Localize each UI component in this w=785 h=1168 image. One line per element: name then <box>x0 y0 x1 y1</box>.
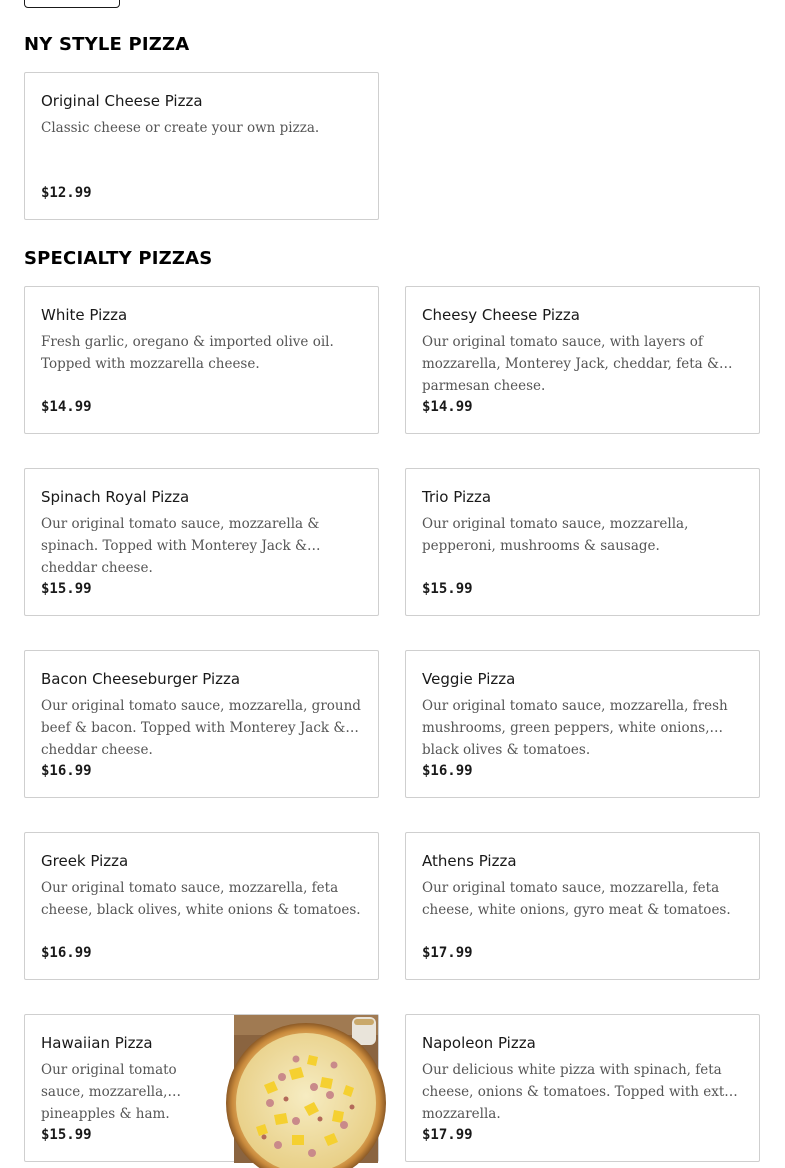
menu-item-card[interactable] <box>24 650 379 798</box>
menu-item-name: Spinach Royal Pizza <box>41 488 190 506</box>
menu-item-name: Cheesy Cheese Pizza <box>422 306 580 324</box>
menu-item-description: Our original tomato sauce, mozzarella, feta cheese, white onions, gyro meat & tomatoes. <box>422 880 731 918</box>
menu-item-description: Our original tomato sauce, mozzarella, ground beef & bacon. Topped with Monterey Jack & cheddar cheese. <box>41 698 361 758</box>
menu-item-price: $15.99 <box>422 581 473 597</box>
menu-item-price: $12.99 <box>41 185 92 201</box>
menu-item-description: Our original tomato sauce, with layers of mozzarella, Monterey Jack, cheddar, feta & parmesan cheese. <box>422 334 720 394</box>
menu-item-price: $15.99 <box>41 1127 92 1143</box>
menu-item-price: $14.99 <box>41 399 92 415</box>
menu-item-description: Our original tomato sauce, mozzarella, pineapples & ham. <box>41 1062 177 1122</box>
menu-item-photo <box>234 1015 378 1163</box>
menu-item-card[interactable] <box>405 832 760 980</box>
menu-item-card[interactable] <box>405 468 760 616</box>
section-title-specialty: SPECIALTY PIZZAS <box>24 248 213 269</box>
menu-item-description: Our original tomato sauce, mozzarella & spinach. Topped with Monterey Jack & cheddar cheese. <box>41 516 320 576</box>
menu-item-price: $15.99 <box>41 581 92 597</box>
menu-item-description: Classic cheese or create your own pizza. <box>41 120 320 136</box>
menu-item-price: $16.99 <box>41 945 92 961</box>
menu-item-name: Bacon Cheeseburger Pizza <box>41 670 241 688</box>
menu-item-name: White Pizza <box>41 306 128 324</box>
menu-item-description: Fresh garlic, oregano & imported olive oil. Topped with mozzarella cheese. <box>41 334 334 372</box>
menu-item-card[interactable] <box>405 1014 760 1162</box>
menu-item-name: Veggie Pizza <box>422 670 516 688</box>
menu-item-name: Athens Pizza <box>422 852 517 870</box>
menu-item-card[interactable] <box>24 1014 379 1162</box>
menu-item-card[interactable] <box>24 72 379 220</box>
menu-item-card[interactable] <box>24 468 379 616</box>
menu-item-price: $16.99 <box>422 763 473 779</box>
menu-item-description: Our original tomato sauce, mozzarella, feta cheese, black olives, white onions & tomatoes. <box>41 880 361 918</box>
menu-item-description: Our original tomato sauce, mozzarella, fresh mushrooms, green peppers, white onions, black olives & tomatoes. <box>422 698 728 758</box>
menu-item-card[interactable] <box>405 650 760 798</box>
menu-item-card[interactable] <box>24 286 379 434</box>
menu-item-name: Trio Pizza <box>422 488 492 506</box>
menu-item-name: Original Cheese Pizza <box>41 92 203 110</box>
menu-item-name: Napoleon Pizza <box>422 1034 536 1052</box>
menu-item-name: Greek Pizza <box>41 852 129 870</box>
menu-item-price: $17.99 <box>422 945 473 961</box>
section-title-ny-style: NY STYLE PIZZA <box>24 34 190 55</box>
menu-item-price: $14.99 <box>422 399 473 415</box>
menu-item-card[interactable] <box>24 832 379 980</box>
menu-item-name: Hawaiian Pizza <box>41 1034 153 1052</box>
menu-item-price: $17.99 <box>422 1127 473 1143</box>
menu-item-card[interactable] <box>405 286 760 434</box>
menu-item-description: Our original tomato sauce, mozzarella, pepperoni, mushrooms & sausage. <box>422 516 689 554</box>
category-tab-button[interactable] <box>24 0 120 8</box>
menu-item-description: Our delicious white pizza with spinach, feta cheese, onions & tomatoes. Topped with extra mozzarella. <box>422 1062 739 1122</box>
menu-item-price: $16.99 <box>41 763 92 779</box>
